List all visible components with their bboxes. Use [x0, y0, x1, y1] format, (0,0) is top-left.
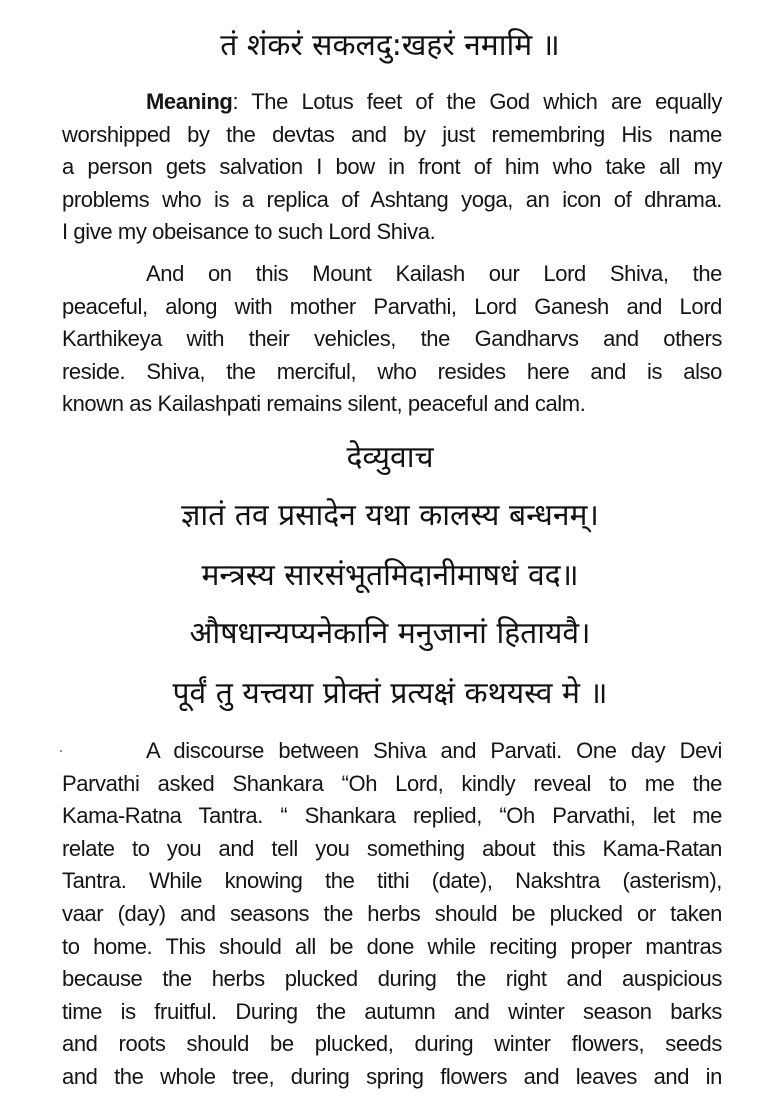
paragraph-line: and roots should be plucked, during winter flowers, seeds	[62, 1031, 722, 1057]
paragraph-line: And on this Mount Kailash our Lord Shiva, the	[146, 261, 722, 286]
sanskrit-verse: ज्ञातं तव प्रसादेन यथा कालस्य बन्धनम्।	[181, 498, 599, 533]
paragraph-line: A discourse between Shiva and Parvati. One day Devi	[146, 738, 722, 763]
meaning-line: problems who is a replica of Ashtang yoga, an icon of dhrama.	[62, 186, 722, 212]
verse-top: तं शंकरं सकलदु:खहरं नमामि ॥	[220, 28, 560, 63]
discourse-paragraph	[62, 735, 722, 1094]
meaning-label: Meaning	[146, 89, 233, 114]
paragraph-line: Tantra. While knowing the tithi (date), Nakshtra (asterism),	[62, 868, 722, 894]
paragraph-line: reside. Shiva, the merciful, who resides here and is also	[62, 358, 722, 384]
paragraph-line: time is fruitful. During the autumn and winter season barks	[62, 998, 722, 1024]
meaning-paragraph	[62, 86, 722, 249]
kailash-paragraph	[62, 258, 722, 421]
paragraph-line: to home. This should all be done while reciting proper mantras	[62, 933, 722, 959]
paragraph-line: Karthikeya with their vehicles, the Gandharvs and others	[62, 326, 722, 352]
sanskrit-verse: पूर्वं तु यत्त्वया प्रोक्तं प्रत्यक्षं कथयस्व मे ॥	[172, 676, 608, 711]
paragraph-line: known as Kailashpati remains silent, peaceful and calm.	[62, 391, 586, 417]
paragraph-line: because the herbs plucked during the right and auspicious	[62, 966, 722, 992]
paragraph-line: Parvathi asked Shankara “Oh Lord, kindly reveal to me the	[62, 770, 722, 796]
meaning-line: I give my obeisance to such Lord Shiva.	[62, 219, 436, 245]
paragraph-line: and the whole tree, during spring flowers and leaves and in	[62, 1063, 722, 1089]
paragraph-line: relate to you and tell you something about this Kama-Ratan	[62, 835, 722, 861]
paragraph-line: Kama-Ratna Tantra. “ Shankara replied, “Oh Parvathi, let me	[62, 803, 722, 829]
sanskrit-heading: देव्युवाच	[346, 440, 434, 475]
sanskrit-verse: मन्त्रस्य सारसंभूतमिदानीमाषधं वद॥	[201, 558, 579, 593]
paragraph-line: vaar (day) and seasons the herbs should be plucked or taken	[62, 900, 722, 926]
paragraph-line: peaceful, along with mother Parvathi, Lord Ganesh and Lord	[62, 293, 722, 319]
meaning-line: Meaning: The Lotus feet of the God which are equally	[146, 89, 722, 114]
sanskrit-verse: औषधान्यप्यनेकानि मनुजानां हितायवै।	[189, 616, 591, 651]
meaning-line: worshipped by the devtas and by just remembring His name	[62, 121, 722, 147]
meaning-line: a person gets salvation I bow in front of him who take all my	[62, 154, 722, 180]
